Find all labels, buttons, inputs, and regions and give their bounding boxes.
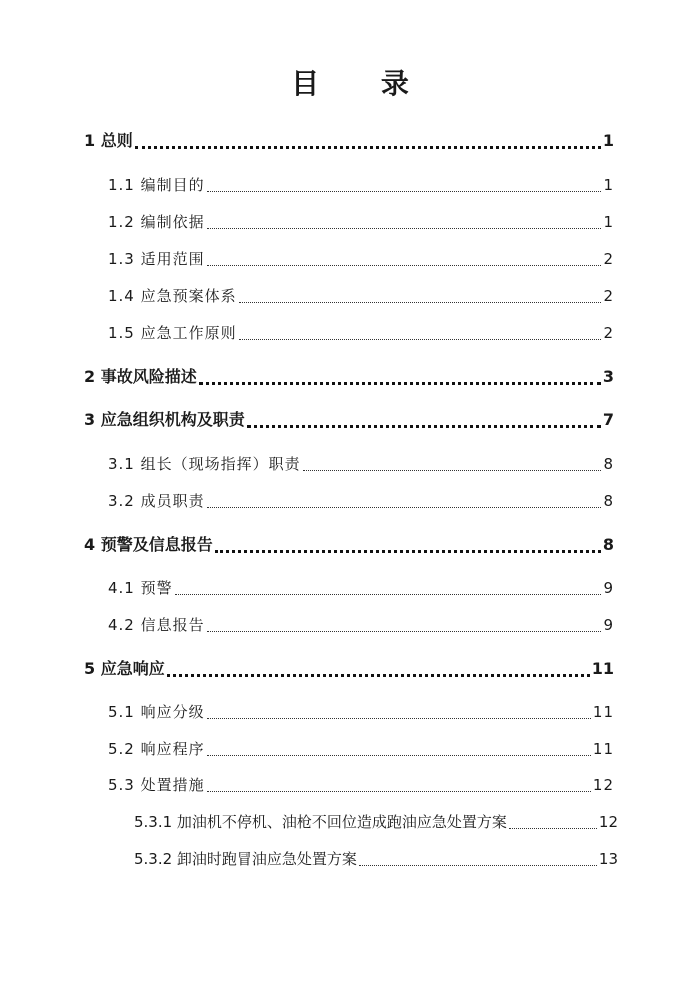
toc-page-number: 11 <box>591 659 614 678</box>
toc-section-entry[interactable] <box>108 576 614 600</box>
toc-subsection-entry[interactable] <box>134 810 618 834</box>
toc-dot-leader <box>215 550 601 553</box>
toc-entry-label: 1 总则 <box>84 131 133 150</box>
toc-section-entry[interactable] <box>108 247 614 271</box>
toc-entry-label: 3.2 成员职责 <box>108 492 205 510</box>
toc-dot-leader <box>239 339 602 340</box>
toc-section-entry[interactable] <box>108 773 614 797</box>
toc-dot-leader <box>207 228 602 229</box>
toc-section-entry[interactable] <box>108 173 614 197</box>
toc-dot-leader <box>199 382 601 385</box>
toc-entry-label: 5.3.2 卸油时跑冒油应急处置方案 <box>134 850 357 868</box>
toc-chapter-entry[interactable] <box>84 657 614 681</box>
toc-page-number: 11 <box>592 740 614 758</box>
toc-entry-label: 5.2 响应程序 <box>108 740 205 758</box>
toc-dot-leader <box>207 718 591 719</box>
toc-entry-label: 2 事故风险描述 <box>84 367 197 386</box>
toc-dot-leader <box>207 631 602 632</box>
toc-dot-leader <box>247 425 601 428</box>
toc-page-number: 1 <box>603 213 614 231</box>
toc-entry-label: 1.5 应急工作原则 <box>108 324 237 342</box>
toc-entry-label: 5 应急响应 <box>84 659 165 678</box>
toc-entry-label: 1.1 编制目的 <box>108 176 205 194</box>
toc-entry-label: 1.4 应急预案体系 <box>108 287 237 305</box>
toc-page-number: 8 <box>602 535 614 554</box>
toc-dot-leader <box>207 791 591 792</box>
toc-dot-leader <box>207 265 602 266</box>
toc-page-number: 2 <box>603 250 614 268</box>
toc-section-entry[interactable] <box>108 613 614 637</box>
toc-entry-label: 5.3 处置措施 <box>108 776 205 794</box>
toc-dot-leader <box>207 191 602 192</box>
toc-dot-leader <box>303 470 602 471</box>
toc-dot-leader <box>175 594 602 595</box>
toc-chapter-entry[interactable] <box>84 129 614 153</box>
toc-section-entry[interactable] <box>108 700 614 724</box>
toc-page-number: 13 <box>598 850 618 868</box>
toc-entry-label: 1.2 编制依据 <box>108 213 205 231</box>
toc-dot-leader <box>135 146 601 149</box>
toc-page-number: 9 <box>603 579 614 597</box>
toc-entry-label: 1.3 适用范围 <box>108 250 205 268</box>
toc-section-entry[interactable] <box>108 737 614 761</box>
toc-page-number: 11 <box>592 703 614 721</box>
toc-dot-leader <box>509 828 597 829</box>
page-title: 目 录 <box>291 67 435 100</box>
toc-entry-label: 5.3.1 加油机不停机、油枪不回位造成跑油应急处置方案 <box>134 813 507 831</box>
toc-subsection-entry[interactable] <box>134 847 618 871</box>
toc-section-entry[interactable] <box>108 284 614 308</box>
toc-page-number: 2 <box>603 324 614 342</box>
toc-entry-label: 4 预警及信息报告 <box>84 535 213 554</box>
toc-page-number: 7 <box>602 410 614 429</box>
toc-dot-leader <box>359 865 597 866</box>
toc-page-number: 2 <box>603 287 614 305</box>
toc-entry-label: 4.1 预警 <box>108 579 173 597</box>
toc-section-entry[interactable] <box>108 489 614 513</box>
toc-chapter-entry[interactable] <box>84 365 614 389</box>
toc-entry-label: 4.2 信息报告 <box>108 616 205 634</box>
toc-dot-leader <box>207 755 591 756</box>
toc-chapter-entry[interactable] <box>84 408 614 432</box>
toc-page-number: 1 <box>603 176 614 194</box>
toc-page-number: 1 <box>602 131 614 150</box>
toc-page-number: 9 <box>603 616 614 634</box>
toc-dot-leader <box>207 507 602 508</box>
toc-page-number: 3 <box>602 367 614 386</box>
toc-entry-label: 5.1 响应分级 <box>108 703 205 721</box>
toc-page-number: 12 <box>592 776 614 794</box>
toc-page-number: 8 <box>603 492 614 510</box>
toc-section-entry[interactable] <box>108 452 614 476</box>
toc-chapter-entry[interactable] <box>84 533 614 557</box>
toc-entry-label: 3.1 组长（现场指挥）职责 <box>108 455 301 473</box>
toc-dot-leader <box>239 302 602 303</box>
toc-entry-label: 3 应急组织机构及职责 <box>84 410 245 429</box>
toc-section-entry[interactable] <box>108 321 614 345</box>
toc-section-entry[interactable] <box>108 210 614 234</box>
toc-dot-leader <box>167 674 590 677</box>
toc-page-number: 8 <box>603 455 614 473</box>
toc-page-number: 12 <box>598 813 618 831</box>
